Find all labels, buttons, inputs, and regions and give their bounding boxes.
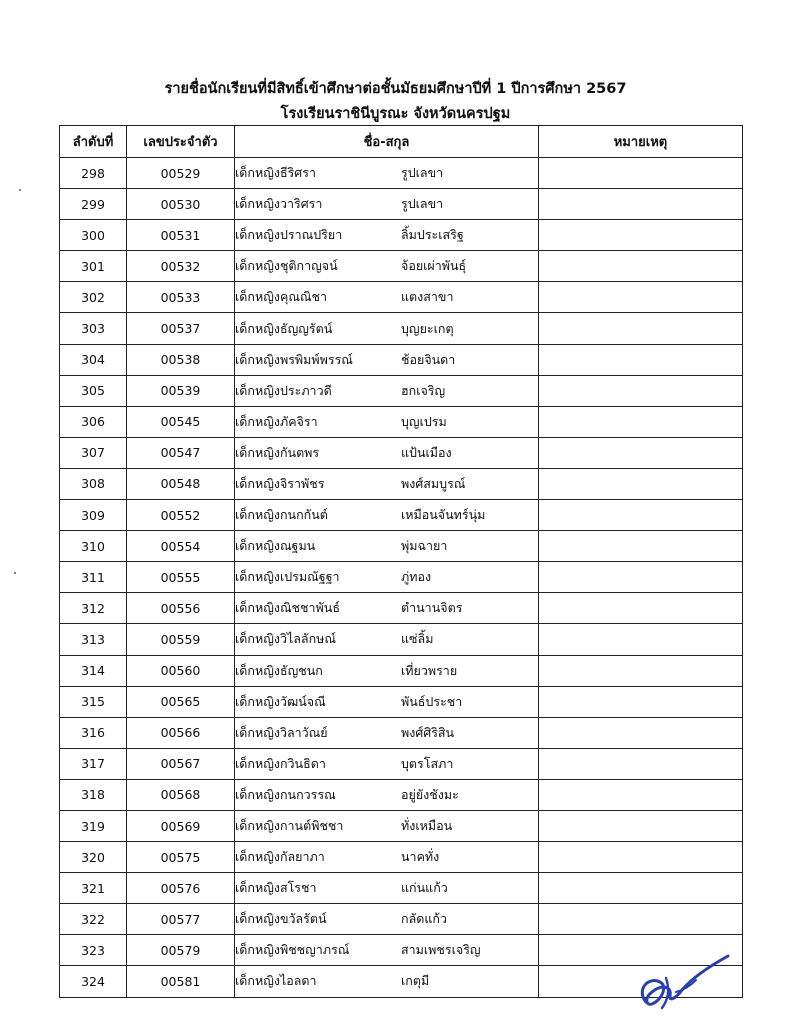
cell-student-id: 00579 bbox=[127, 935, 235, 966]
student-last-name: แซ่ลิ้ม bbox=[401, 631, 434, 647]
cell-remarks bbox=[539, 748, 743, 779]
cell-order-number: 304 bbox=[60, 344, 127, 375]
cell-order-number: 315 bbox=[60, 686, 127, 717]
student-last-name: บุญยะเกตุ bbox=[401, 320, 454, 336]
cell-full-name bbox=[235, 313, 539, 344]
student-first-name: เด็กหญิงวัฒน์จณี bbox=[235, 693, 326, 709]
cell-student-id: 00556 bbox=[127, 593, 235, 624]
cell-remarks bbox=[539, 624, 743, 655]
cell-student-id: 00566 bbox=[127, 717, 235, 748]
cell-order-number: 313 bbox=[60, 624, 127, 655]
cell-order-number: 318 bbox=[60, 779, 127, 810]
student-last-name: พงศ์สมบูรณ์ bbox=[401, 475, 466, 491]
student-first-name: เด็กหญิงธีริศรา bbox=[235, 165, 316, 181]
cell-student-id: 00545 bbox=[127, 406, 235, 437]
cell-full-name bbox=[235, 717, 539, 748]
cell-remarks bbox=[539, 779, 743, 810]
cell-order-number: 311 bbox=[60, 562, 127, 593]
cell-remarks bbox=[539, 562, 743, 593]
cell-student-id: 00576 bbox=[127, 873, 235, 904]
cell-student-id: 00530 bbox=[127, 189, 235, 220]
cell-student-id: 00568 bbox=[127, 779, 235, 810]
student-last-name: อยู่ยังชังมะ bbox=[401, 786, 459, 802]
student-first-name: เด็กหญิงกันตพร bbox=[235, 444, 320, 460]
table-row bbox=[60, 904, 743, 935]
table-row bbox=[60, 686, 743, 717]
table-row bbox=[60, 717, 743, 748]
cell-remarks bbox=[539, 810, 743, 841]
student-last-name: ภู่ทอง bbox=[401, 569, 432, 585]
cell-order-number: 314 bbox=[60, 655, 127, 686]
table-row bbox=[60, 375, 743, 406]
cell-order-number: 299 bbox=[60, 189, 127, 220]
cell-remarks bbox=[539, 251, 743, 282]
cell-remarks bbox=[539, 904, 743, 935]
cell-full-name bbox=[235, 220, 539, 251]
cell-remarks bbox=[539, 500, 743, 531]
student-last-name: บุตรโสภา bbox=[401, 755, 454, 771]
cell-remarks bbox=[539, 220, 743, 251]
table-row bbox=[60, 158, 743, 189]
cell-remarks bbox=[539, 468, 743, 499]
student-first-name: เด็กหญิงไอลดา bbox=[235, 973, 317, 989]
cell-student-id: 00533 bbox=[127, 282, 235, 313]
table-row bbox=[60, 562, 743, 593]
student-last-name: ตำนานจิตร bbox=[401, 600, 463, 616]
cell-remarks bbox=[539, 686, 743, 717]
student-first-name: เด็กหญิงจิราพัชร bbox=[235, 475, 325, 491]
student-first-name: เด็กหญิงกานต์พิชชา bbox=[235, 818, 344, 834]
cell-student-id: 00555 bbox=[127, 562, 235, 593]
cell-full-name bbox=[235, 779, 539, 810]
cell-full-name bbox=[235, 842, 539, 873]
student-last-name: สามเพชรเจริญ bbox=[401, 942, 481, 958]
student-first-name: เด็กหญิงกัลยาภา bbox=[235, 849, 325, 865]
cell-full-name bbox=[235, 282, 539, 313]
cell-student-id: 00552 bbox=[127, 500, 235, 531]
cell-order-number: 317 bbox=[60, 748, 127, 779]
student-first-name: เด็กหญิงธัญญรัตน์ bbox=[235, 320, 333, 336]
scan-speck bbox=[14, 572, 16, 574]
cell-full-name bbox=[235, 593, 539, 624]
header-full-name: ชื่อ-สกุล bbox=[235, 126, 539, 158]
cell-order-number: 316 bbox=[60, 717, 127, 748]
table-row bbox=[60, 842, 743, 873]
student-first-name: เด็กหญิงพรพิมพ์พรรณ์ bbox=[235, 351, 353, 367]
student-roster-table bbox=[59, 125, 743, 998]
student-last-name: ฮกเจริญ bbox=[401, 382, 446, 398]
cell-full-name bbox=[235, 935, 539, 966]
student-first-name: เด็กหญิงณฐมน bbox=[235, 538, 316, 554]
student-last-name: เหมือนจันทร์นุ่ม bbox=[401, 507, 486, 523]
cell-student-id: 00539 bbox=[127, 375, 235, 406]
table-row bbox=[60, 593, 743, 624]
header-order-number: ลำดับที่ bbox=[60, 126, 127, 158]
cell-remarks bbox=[539, 344, 743, 375]
header-student-id: เลขประจำตัว bbox=[127, 126, 235, 158]
table-row bbox=[60, 624, 743, 655]
cell-student-id: 00581 bbox=[127, 966, 235, 997]
cell-remarks bbox=[539, 406, 743, 437]
cell-full-name bbox=[235, 531, 539, 562]
student-last-name: นาคทั่ง bbox=[401, 849, 440, 865]
student-last-name: แป้นเมือง bbox=[401, 444, 452, 460]
student-last-name: จ้อยเผ่าพันธุ์ bbox=[401, 258, 467, 274]
student-last-name: เที่ยวพราย bbox=[401, 662, 458, 678]
cell-order-number: 324 bbox=[60, 966, 127, 997]
cell-student-id: 00537 bbox=[127, 313, 235, 344]
table-row bbox=[60, 655, 743, 686]
student-last-name: รูปเลขา bbox=[401, 165, 444, 181]
cell-full-name bbox=[235, 624, 539, 655]
student-first-name: เด็กหญิงประภาวดี bbox=[235, 382, 332, 398]
cell-order-number: 298 bbox=[60, 158, 127, 189]
cell-full-name bbox=[235, 500, 539, 531]
table-row bbox=[60, 748, 743, 779]
table-row bbox=[60, 406, 743, 437]
table-row bbox=[60, 189, 743, 220]
cell-full-name bbox=[235, 406, 539, 437]
roster-body bbox=[60, 158, 743, 998]
cell-order-number: 323 bbox=[60, 935, 127, 966]
cell-remarks bbox=[539, 842, 743, 873]
cell-full-name bbox=[235, 251, 539, 282]
table-header-row bbox=[60, 126, 743, 158]
scan-speck bbox=[19, 189, 21, 191]
cell-order-number: 307 bbox=[60, 437, 127, 468]
cell-student-id: 00554 bbox=[127, 531, 235, 562]
cell-full-name bbox=[235, 686, 539, 717]
cell-student-id: 00560 bbox=[127, 655, 235, 686]
cell-order-number: 306 bbox=[60, 406, 127, 437]
table-row bbox=[60, 873, 743, 904]
cell-student-id: 00538 bbox=[127, 344, 235, 375]
student-last-name: พุ่มฉายา bbox=[401, 538, 448, 554]
table-row bbox=[60, 779, 743, 810]
cell-remarks bbox=[539, 375, 743, 406]
table-row bbox=[60, 437, 743, 468]
student-first-name: เด็กหญิงวิลาวัณย์ bbox=[235, 724, 328, 740]
cell-remarks bbox=[539, 437, 743, 468]
cell-full-name bbox=[235, 655, 539, 686]
cell-order-number: 319 bbox=[60, 810, 127, 841]
cell-remarks bbox=[539, 593, 743, 624]
student-last-name: บุญเปรม bbox=[401, 413, 447, 429]
cell-full-name bbox=[235, 189, 539, 220]
student-last-name: กลัดแก้ว bbox=[401, 911, 447, 927]
student-last-name: แตงสาขา bbox=[401, 289, 454, 305]
cell-order-number: 308 bbox=[60, 468, 127, 499]
student-first-name: เด็กหญิงพิชชญาภรณ์ bbox=[235, 942, 350, 958]
student-first-name: เด็กหญิงวิไลลักษณ์ bbox=[235, 631, 336, 647]
cell-order-number: 320 bbox=[60, 842, 127, 873]
cell-full-name bbox=[235, 904, 539, 935]
cell-full-name bbox=[235, 375, 539, 406]
table-row bbox=[60, 344, 743, 375]
student-first-name: เด็กหญิงภัคจิรา bbox=[235, 413, 318, 429]
cell-full-name bbox=[235, 158, 539, 189]
student-last-name: ลิ้มประเสริฐ bbox=[401, 227, 464, 243]
cell-remarks bbox=[539, 313, 743, 344]
cell-order-number: 321 bbox=[60, 873, 127, 904]
student-last-name: ช้อยจินดา bbox=[401, 351, 456, 367]
cell-student-id: 00529 bbox=[127, 158, 235, 189]
table-row bbox=[60, 251, 743, 282]
student-first-name: เด็กหญิงวาริศรา bbox=[235, 196, 323, 212]
cell-student-id: 00577 bbox=[127, 904, 235, 935]
cell-remarks bbox=[539, 655, 743, 686]
student-first-name: เด็กหญิงเปรมณัฐฐา bbox=[235, 569, 340, 585]
cell-full-name bbox=[235, 468, 539, 499]
cell-remarks bbox=[539, 282, 743, 313]
cell-remarks bbox=[539, 717, 743, 748]
student-first-name: เด็กหญิงชุติกาญจน์ bbox=[235, 258, 338, 274]
cell-student-id: 00575 bbox=[127, 842, 235, 873]
student-first-name: เด็กหญิงกนกกันต์ bbox=[235, 507, 328, 523]
cell-order-number: 303 bbox=[60, 313, 127, 344]
cell-order-number: 312 bbox=[60, 593, 127, 624]
cell-student-id: 00531 bbox=[127, 220, 235, 251]
cell-order-number: 310 bbox=[60, 531, 127, 562]
table-row bbox=[60, 313, 743, 344]
student-first-name: เด็กหญิงกวินธิดา bbox=[235, 755, 326, 771]
cell-order-number: 301 bbox=[60, 251, 127, 282]
student-last-name: เกตุมี bbox=[401, 973, 430, 989]
cell-student-id: 00559 bbox=[127, 624, 235, 655]
cell-full-name bbox=[235, 873, 539, 904]
cell-full-name bbox=[235, 810, 539, 841]
cell-order-number: 322 bbox=[60, 904, 127, 935]
student-last-name: พันธ์ประชา bbox=[401, 693, 463, 709]
student-first-name: เด็กหญิงธัญชนก bbox=[235, 662, 323, 678]
student-last-name: รูปเลขา bbox=[401, 196, 444, 212]
table-row bbox=[60, 282, 743, 313]
school-name: โรงเรียนราชินีบูรณะ จังหวัดนครปฐม bbox=[280, 106, 511, 122]
table-row bbox=[60, 531, 743, 562]
cell-student-id: 00532 bbox=[127, 251, 235, 282]
cell-order-number: 309 bbox=[60, 500, 127, 531]
cell-full-name bbox=[235, 562, 539, 593]
cell-student-id: 00548 bbox=[127, 468, 235, 499]
student-first-name: เด็กหญิงสโรชา bbox=[235, 880, 317, 896]
student-last-name: ทั่งเหมือน bbox=[401, 818, 453, 834]
cell-full-name bbox=[235, 966, 539, 997]
table-row bbox=[60, 220, 743, 251]
student-first-name: เด็กหญิงขวัลรัตน์ bbox=[235, 911, 327, 927]
student-last-name: แก่นแก้ว bbox=[401, 880, 448, 896]
header-remarks: หมายเหตุ bbox=[539, 126, 743, 158]
cell-student-id: 00567 bbox=[127, 748, 235, 779]
student-first-name: เด็กหญิงคุณณิชา bbox=[235, 289, 328, 305]
cell-remarks bbox=[539, 873, 743, 904]
cell-student-id: 00569 bbox=[127, 810, 235, 841]
cell-remarks bbox=[539, 189, 743, 220]
signature-image bbox=[632, 946, 732, 1012]
student-first-name: เด็กหญิงปราณปริยา bbox=[235, 227, 343, 243]
cell-full-name bbox=[235, 748, 539, 779]
cell-full-name bbox=[235, 344, 539, 375]
cell-order-number: 300 bbox=[60, 220, 127, 251]
table-row bbox=[60, 810, 743, 841]
cell-order-number: 302 bbox=[60, 282, 127, 313]
table-row bbox=[60, 468, 743, 499]
student-first-name: เด็กหญิงกนกวรรณ bbox=[235, 786, 336, 802]
table-row bbox=[60, 500, 743, 531]
cell-student-id: 00547 bbox=[127, 437, 235, 468]
cell-full-name bbox=[235, 437, 539, 468]
cell-order-number: 305 bbox=[60, 375, 127, 406]
cell-remarks bbox=[539, 531, 743, 562]
cell-student-id: 00565 bbox=[127, 686, 235, 717]
document-title: รายชื่อนักเรียนที่มีสิทธิ์เข้าศึกษาต่อชั้นมัธยมศึกษาปีที่ 1 ปีการศึกษา 2567 bbox=[164, 81, 627, 97]
cell-remarks bbox=[539, 158, 743, 189]
student-first-name: เด็กหญิงณิชชาพันธ์ bbox=[235, 600, 340, 616]
student-last-name: พงศ์ศิริสิน bbox=[401, 724, 455, 740]
